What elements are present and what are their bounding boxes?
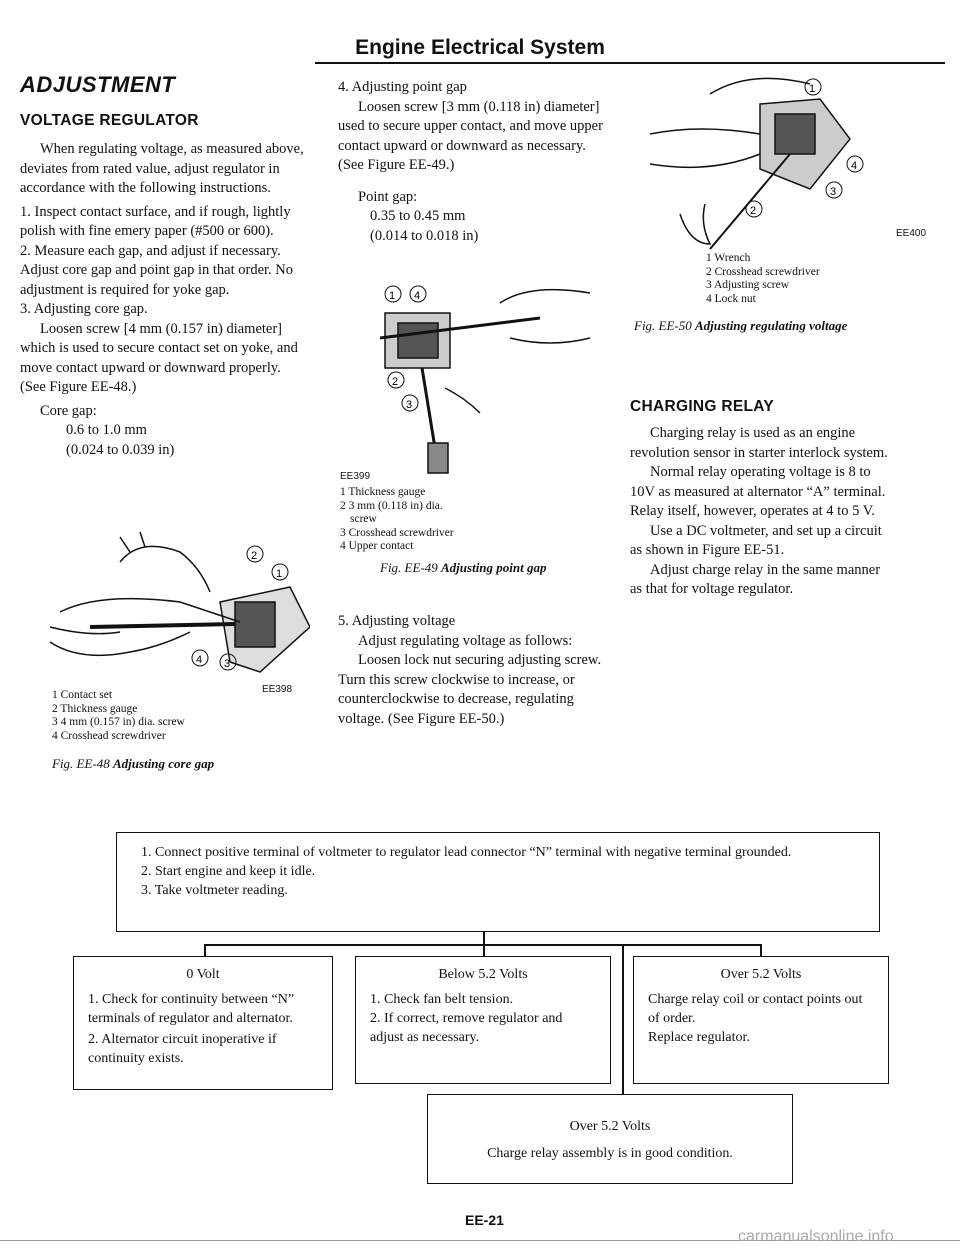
step-3-title: 3. Adjusting core gap. (20, 301, 148, 317)
charging-relay-heading: CHARGING RELAY (630, 398, 775, 415)
flow-box-over (633, 956, 889, 1084)
core-gap-label: Core gap: (40, 402, 97, 419)
svg-text:2: 2 (392, 376, 399, 388)
legend-item: 2 Thickness gauge (52, 702, 138, 715)
legend-item: 4 Lock nut (706, 292, 756, 305)
step-2: 2. Measure each gap, and adjust if necessary. Adjust core gap and point gap in that order. No adjustment is required for yoke gap. (20, 242, 294, 298)
figure-ee50-illustration (650, 74, 890, 259)
page-header: Engine Electrical System (355, 36, 605, 59)
legend-item: 1 Thickness gauge (340, 486, 426, 498)
flow-box-title: 0 Volt (186, 967, 220, 982)
point-gap-mm: 0.35 to 0.45 mm (370, 208, 466, 224)
svg-text:3: 3 (406, 399, 413, 411)
figure-caption-title: Adjusting point gap (441, 560, 547, 575)
figure-caption (634, 318, 847, 334)
middle-text-bottom (338, 612, 604, 729)
flow-step: 3. Take voltmeter reading. (141, 883, 288, 898)
flow-box-line: 1. Check for continuity between “N” terminals of regulator and alternator. (88, 992, 295, 1026)
figure-ee48-illustration (30, 532, 310, 682)
legend-item: 4 Crosshead screwdriver (52, 729, 166, 742)
connector-line (483, 944, 485, 956)
flowchart-start-box (116, 832, 880, 932)
svg-text:4: 4 (851, 160, 858, 172)
step-4-text: Loosen screw [3 mm (0.118 in) diameter] used to secure upper contact, and move upper contact upward or downward as necessary. (See Figure EE-49.) (338, 98, 603, 173)
step-1: 1. Inspect contact surface, and if rough, lightly polish with fine emery paper (#500 or 600). (20, 203, 291, 239)
flow-box-zero-volt (73, 956, 333, 1090)
header-rule (315, 62, 945, 64)
right-text (630, 424, 892, 600)
svg-text:1: 1 (276, 568, 283, 580)
relay-paragraph-4: Adjust charge relay in the same manner as that for voltage regulator. (630, 561, 881, 597)
legend-item: screw (350, 513, 377, 525)
connector-line (204, 944, 206, 956)
svg-text:1: 1 (809, 83, 816, 95)
left-text (20, 140, 310, 460)
svg-text:1: 1 (389, 290, 396, 302)
figure-caption (380, 560, 547, 576)
flow-box-line: 2. Alternator circuit inoperative if continuity exists. (88, 1032, 277, 1066)
page-number: EE-21 (465, 1212, 504, 1228)
figure-caption-title: Adjusting core gap (113, 756, 215, 771)
legend-item: 3 Adjusting screw (706, 279, 790, 291)
flow-box-line: Charge relay assembly is in good condition. (487, 1146, 733, 1161)
middle-text-top (338, 78, 604, 246)
flow-box-title: Over 5.2 Volts (569, 1119, 651, 1134)
point-gap-label: Point gap: (358, 188, 418, 205)
core-gap-in: (0.024 to 0.039 in) (66, 441, 175, 458)
figure-code: EE399 (340, 471, 371, 482)
figure-caption-prefix: Fig. EE-49 (380, 560, 438, 575)
watermark: carmanualsonline.info (738, 1228, 894, 1245)
flow-step: 2. Start engine and keep it idle. (141, 864, 316, 879)
relay-paragraph-2: Normal relay operating voltage is 8 to 10V as measured at alternator “A” terminal. Relay itself, however, operates at 4 to 5 V. (630, 464, 886, 519)
svg-text:2: 2 (251, 550, 258, 562)
figure-legend (706, 252, 820, 306)
legend-item: 1 Wrench (706, 252, 751, 264)
flow-box-line: Replace regulator. (648, 1030, 750, 1045)
connector-line (622, 944, 624, 1094)
figure-code: EE400 (896, 228, 927, 239)
step-4-title: 4. Adjusting point gap (338, 79, 467, 95)
figure-legend (52, 689, 185, 743)
svg-text:2: 2 (750, 205, 757, 217)
step-5-text-1: Adjust regulating voltage as follows: (358, 632, 573, 649)
point-gap-in: (0.014 to 0.018 in) (370, 227, 479, 244)
flow-box-below (355, 956, 611, 1084)
legend-item: 1 Contact set (52, 689, 113, 701)
relay-paragraph-1: Charging relay is used as an engine revolution sensor in starter interlock system. (630, 425, 888, 461)
svg-text:3: 3 (830, 186, 837, 198)
step-5-text-2: Loosen lock nut securing adjusting screw. Turn this screw clockwise to increase, or counterclockwise to decrease, regulating voltage. (See Figure EE-50.) (338, 652, 602, 727)
step-5-title: 5. Adjusting voltage (338, 613, 456, 629)
svg-text:4: 4 (414, 290, 421, 302)
figure-caption-title: Adjusting regulating voltage (695, 318, 848, 333)
section-heading: ADJUSTMENT (20, 72, 176, 97)
figure-caption-prefix: Fig. EE-48 (52, 756, 110, 771)
legend-item: 4 Upper contact (340, 540, 414, 552)
flow-box-line: 2. If correct, remove regulator and adjust as necessary. (370, 1011, 563, 1045)
flow-step: 1. Connect positive terminal of voltmeter to regulator lead connector “N” terminal with negative terminal grounded. (141, 845, 792, 860)
legend-item: 3 4 mm (0.157 in) dia. screw (52, 716, 185, 728)
figure-ee49-illustration (360, 278, 600, 478)
legend-item: 2 3 mm (0.118 in) dia. (340, 499, 443, 512)
figure-caption (52, 756, 214, 772)
connector-line (483, 932, 485, 944)
connector-line (760, 944, 762, 956)
figure-legend (340, 486, 454, 554)
flow-box-good (427, 1094, 793, 1184)
relay-paragraph-3: Use a DC voltmeter, and set up a circuit as shown in Figure EE-51. (630, 522, 882, 558)
flow-box-line: 1. Check fan belt tension. (370, 992, 514, 1007)
flow-box-line: Charge relay coil or contact points out of order. (648, 992, 863, 1026)
flow-box-title: Below 5.2 Volts (438, 967, 528, 982)
intro-paragraph: When regulating voltage, as measured above, deviates from rated value, adjust regulator in accordance with the following instructions. (20, 141, 304, 196)
svg-text:3: 3 (224, 658, 231, 670)
subsection-heading: VOLTAGE REGULATOR (20, 112, 199, 129)
core-gap-mm: 0.6 to 1.0 mm (66, 422, 147, 438)
legend-item: 2 Crosshead screwdriver (706, 265, 820, 278)
figure-caption-prefix: Fig. EE-50 (634, 318, 692, 333)
flow-box-title: Over 5.2 Volts (720, 967, 802, 982)
legend-item: 3 Crosshead screwdriver (340, 526, 454, 539)
svg-text:4: 4 (196, 654, 203, 666)
figure-code: EE398 (262, 684, 293, 695)
step-3-text: Loosen screw [4 mm (0.157 in) diameter] which is used to secure contact set on yoke, and move contact upward or downward properly. (See Figure EE-48.) (20, 320, 298, 395)
